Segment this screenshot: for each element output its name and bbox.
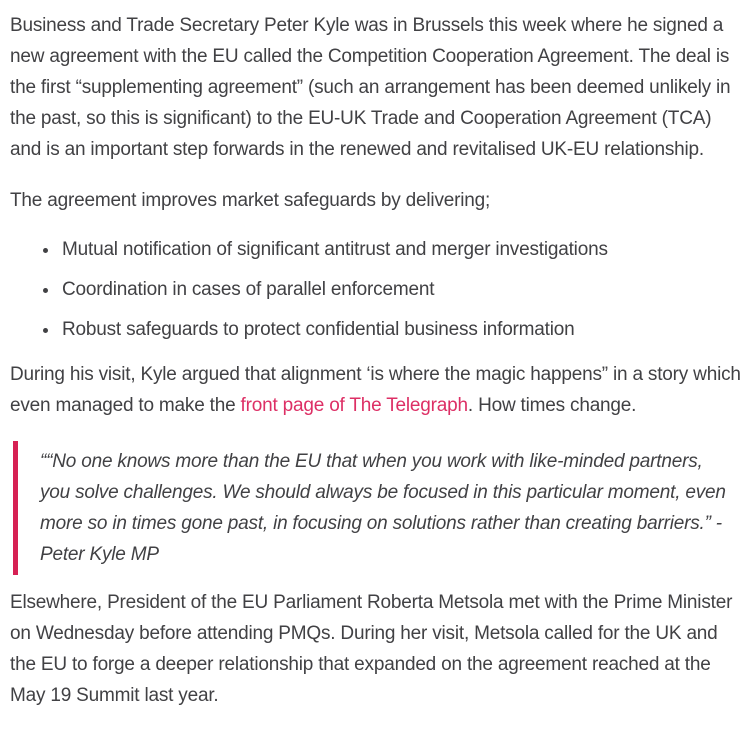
visit-paragraph xyxy=(10,359,742,421)
list-item: • Mutual notification of significant antitrust and merger investigations xyxy=(60,234,742,265)
benefits-list xyxy=(10,234,742,345)
list-item: • Robust safeguards to protect confidential business information xyxy=(60,314,742,345)
metsola-paragraph: Elsewhere, President of the EU Parliament Roberta Metsola met with the Prime Minister on Wednesday before attending PMQs. During her visit, Metsola called for the UK and the EU to forge a deeper relationship that expanded on the agreement reached at the May 19 Summit last year. xyxy=(10,592,733,706)
quote-block xyxy=(13,441,742,575)
intro-paragraph: Business and Trade Secretary Peter Kyle was in Brussels this week where he signed a new agreement with the EU called the Competition Cooperation Agreement. The deal is the first “supplementing agreement” (such an arrangement has been deemed unlikely in the past, so this is significant) to the EU-UK Trade and Cooperation Agreement (TCA) and is an important step forwards in the renewed and revitalised UK-EU relationship. xyxy=(10,15,731,160)
list-item: • Coordination in cases of parallel enforcement xyxy=(60,274,742,305)
visit-paragraph-text-before-link: During his visit, Kyle argued that alignment ‘is where the magic happens” in a story which even managed to make the xyxy=(10,364,741,416)
visit-paragraph-text-after-link: . How times change. xyxy=(467,395,637,416)
telegraph-link[interactable]: front page of The Telegraph xyxy=(240,395,468,416)
quote-text: ““No one knows more than the EU that when you work with like-minded partners, you solve challenges. We should always be focused in this particular moment, even more so in times gone past, in focusing on solutions rather than creating barriers.” - Peter Kyle MP xyxy=(40,451,726,565)
list-lead-in-paragraph: The agreement improves market safeguards by delivering; xyxy=(10,190,491,211)
